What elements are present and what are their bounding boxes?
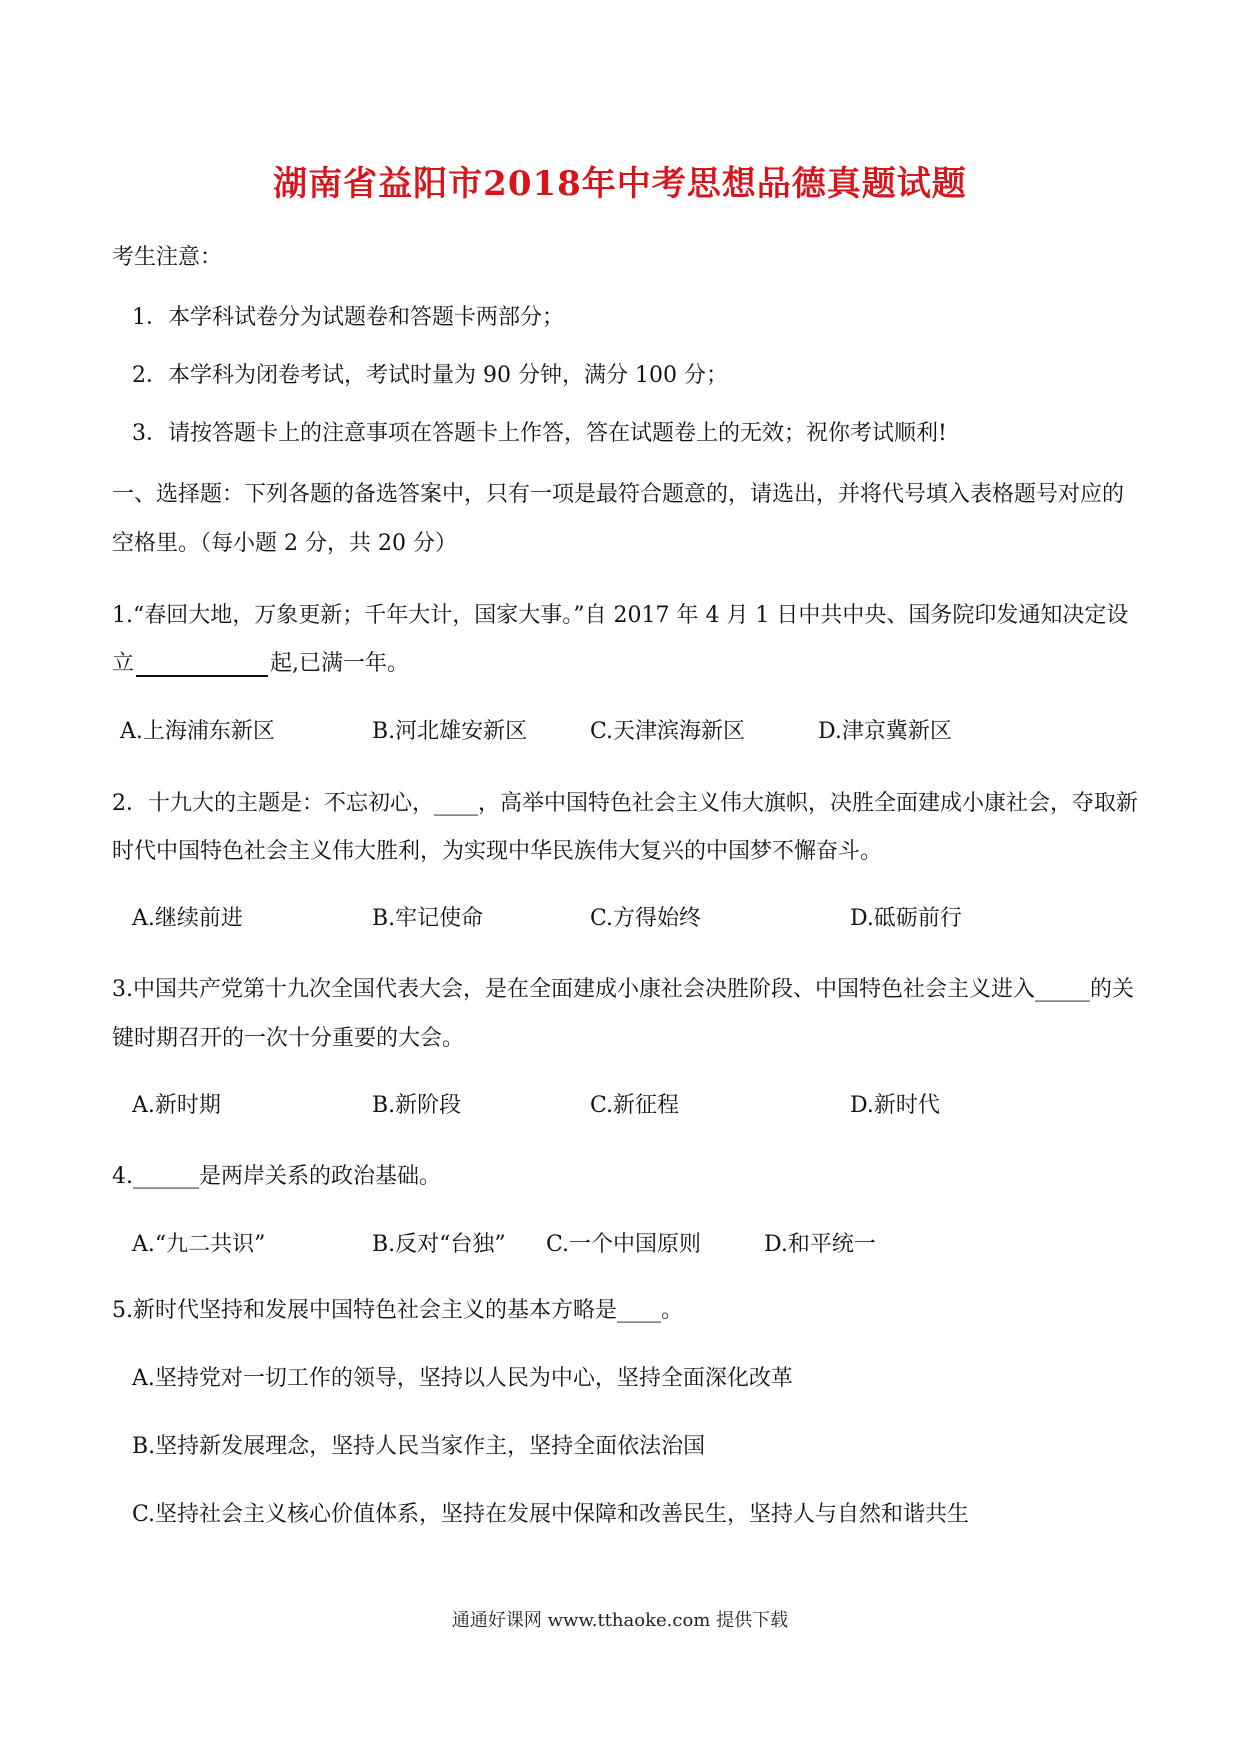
page-title: 湖南省益阳市2018年中考思想品德真题试题 (273, 164, 967, 204)
question-5-option-c: C.坚持社会主义核心价值体系，坚持在发展中保障和改善民生，坚持人与自然和谐共生 (132, 1502, 970, 1527)
question-3-line-2: 键时期召开的一次十分重要的大会。 (112, 1026, 465, 1051)
question-5-option-a: A.坚持党对一切工作的领导，坚持以人民为中心，坚持全面深化改革 (132, 1366, 793, 1391)
question-4-option-c: C.一个中国原则 (546, 1232, 702, 1257)
question-3-option-a: A.新时期 (132, 1093, 221, 1118)
question-1-line-2 (112, 646, 409, 677)
question-1-line-1: 1.“春回大地，万象更新；千年大计，国家大事。”自 2017 年 4 月 1 日中共中央、国务院印发通知决定设 (112, 603, 1129, 628)
notice-item-3: 3．请按答题卡上的注意事项在答题卡上作答，答在试题卷上的无效；祝你考试顺利! (132, 421, 947, 446)
notice-heading: 考生注意： (112, 245, 223, 270)
section-instruction-line-1: 一、选择题：下列各题的备选答案中，只有一项是最符合题意的，请选出，并将代号填入表格题号对应的 (112, 482, 1125, 507)
question-3-line-1: 3.中国共产党第十九次全国代表大会，是在全面建成小康社会决胜阶段、中国特色社会主义进入_____的关 (112, 977, 1134, 1002)
question-3-option-c: C.新征程 (590, 1093, 680, 1118)
notice-item-1: 1．本学科试卷分为试题卷和答题卡两部分； (132, 305, 564, 330)
question-4-option-d: D.和平统一 (764, 1232, 876, 1257)
question-1-option-d: D.津京冀新区 (818, 719, 952, 744)
question-1-option-b: B.河北雄安新区 (372, 719, 528, 744)
question-2-option-b: B.牢记使命 (372, 906, 484, 931)
footer-source: 通通好课网 www.tthaoke.com 提供下载 (451, 1610, 789, 1631)
question-2-option-c: C.方得始终 (590, 906, 702, 931)
question-2-line-1: 2．十九大的主题是：不忘初心，____，高举中国特色社会主义伟大旗帜，决胜全面建成小康社会，夺取新 (112, 791, 1139, 816)
question-1-suffix: 起,已满一年。 (270, 651, 410, 676)
notice-item-2: 2．本学科为闭卷考试，考试时量为 90 分钟，满分 100 分； (132, 363, 728, 388)
question-1-option-c: C.天津滨海新区 (590, 719, 746, 744)
question-3-option-b: B.新阶段 (372, 1093, 462, 1118)
question-1-option-a: A.上海浦东新区 (120, 719, 275, 744)
question-3-option-d: D.新时代 (850, 1093, 940, 1118)
question-2-line-2: 时代中国特色社会主义伟大胜利，为实现中华民族伟大复兴的中国梦不懈奋斗。 (112, 839, 883, 864)
answer-blank (136, 651, 268, 677)
question-1-prefix: 立 (112, 651, 135, 676)
question-2-option-a: A.继续前进 (132, 906, 243, 931)
question-4-option-a: A.“九二共识” (132, 1232, 266, 1257)
question-5-option-b: B.坚持新发展理念，坚持人民当家作主，坚持全面依法治国 (132, 1434, 706, 1459)
question-4-option-b: B.反对“台独” (372, 1232, 506, 1257)
section-instruction-line-2: 空格里。（每小题 2 分，共 20 分） (112, 531, 457, 556)
question-4-line-1: 4.______是两岸关系的政治基础。 (112, 1164, 441, 1189)
question-5-line-1: 5.新时代坚持和发展中国特色社会主义的基本方略是____。 (112, 1298, 683, 1323)
question-2-option-d: D.砥砺前行 (850, 906, 962, 931)
